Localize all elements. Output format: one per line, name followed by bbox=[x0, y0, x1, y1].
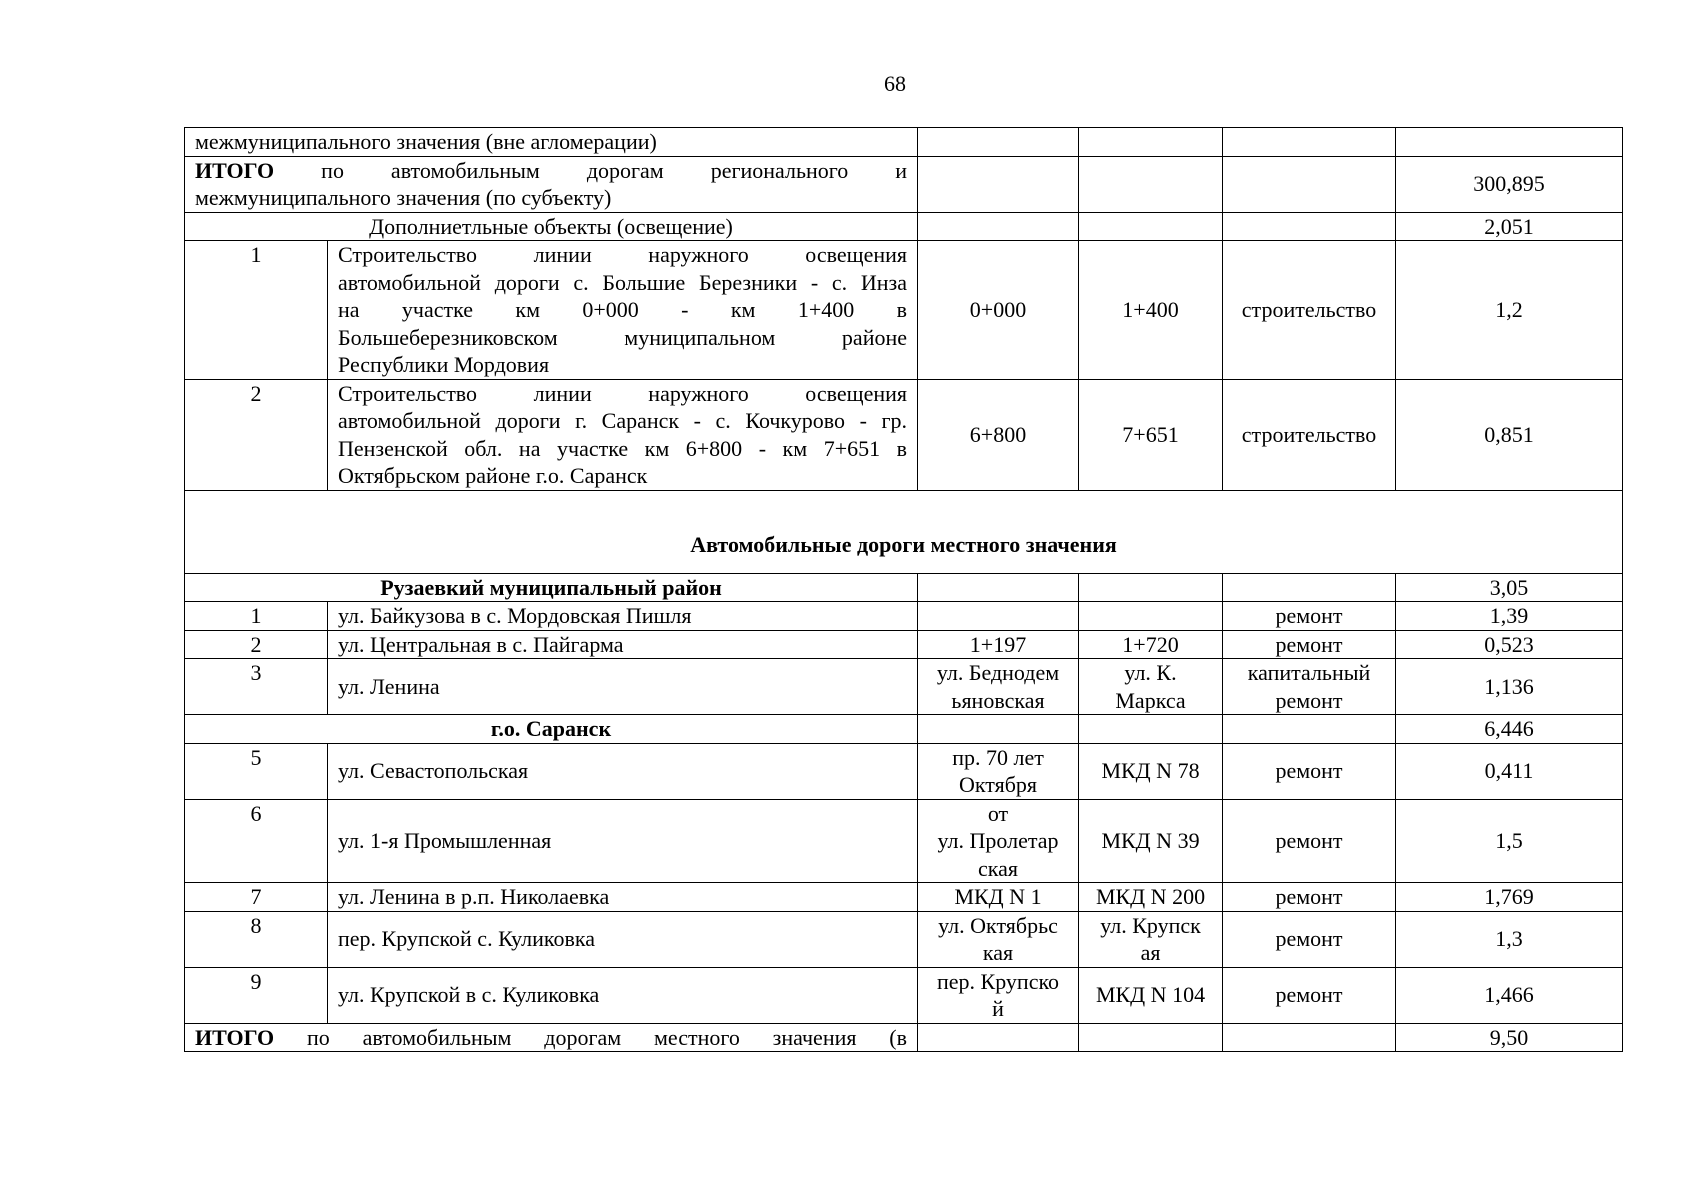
table-row bbox=[185, 1023, 1623, 1052]
total-value: 0,411 bbox=[1396, 743, 1623, 799]
table-row bbox=[185, 715, 1623, 744]
table-row bbox=[185, 659, 1623, 715]
row-number: 5 bbox=[185, 743, 328, 799]
table-row bbox=[185, 128, 1623, 157]
roads-table bbox=[184, 127, 1623, 1052]
end-point: ул. Крупск ая bbox=[1079, 911, 1223, 967]
section-label: Дополниетльные объекты (освещение) bbox=[185, 212, 918, 241]
work-type: ремонт bbox=[1223, 743, 1396, 799]
row-number: 1 bbox=[185, 602, 328, 631]
total-value: 6,446 bbox=[1396, 715, 1623, 744]
row-number: 8 bbox=[185, 911, 328, 967]
row-number: 3 bbox=[185, 659, 328, 715]
start-point: от ул. Пролетар ская bbox=[918, 799, 1079, 883]
object-name: Строительство линии наружного освещения автомобильной дороги г. Саранск - с. Кочкурово - гр. Пензенской обл. на участке км 6+800 - км 7+651 в Октябрьском районе г.о. Саранск bbox=[328, 379, 918, 490]
row-label: ИТОГО по автомобильным дорогам местного значения (в bbox=[185, 1023, 918, 1052]
total-value: 9,50 bbox=[1396, 1023, 1623, 1052]
start-point: 1+197 bbox=[918, 630, 1079, 659]
work-type: ремонт bbox=[1223, 602, 1396, 631]
work-type: строительство bbox=[1223, 379, 1396, 490]
start-point: 6+800 bbox=[918, 379, 1079, 490]
end-point: МКД N 104 bbox=[1079, 967, 1223, 1023]
total-value: 1,3 bbox=[1396, 911, 1623, 967]
total-value: 1,39 bbox=[1396, 602, 1623, 631]
row-label: межмуниципального значения (вне агломерации) bbox=[185, 128, 918, 157]
work-type: ремонт bbox=[1223, 799, 1396, 883]
start-point: 0+000 bbox=[918, 241, 1079, 380]
object-name: ул. Байкузова в с. Мордовская Пишля bbox=[328, 602, 918, 631]
total-value: 1,2 bbox=[1396, 241, 1623, 380]
section-label: Рузаевкий муниципальный район bbox=[185, 573, 918, 602]
row-number: 2 bbox=[185, 630, 328, 659]
row-number: 6 bbox=[185, 799, 328, 883]
row-label: ИТОГО по автомобильным дорогам регионального и межмуниципального значения (по субъекту) bbox=[185, 156, 918, 212]
table-row bbox=[185, 212, 1623, 241]
end-point: МКД N 78 bbox=[1079, 743, 1223, 799]
work-type: строительство bbox=[1223, 241, 1396, 380]
start-point: МКД N 1 bbox=[918, 883, 1079, 912]
total-value: 1,5 bbox=[1396, 799, 1623, 883]
total-value: 1,769 bbox=[1396, 883, 1623, 912]
table-row bbox=[185, 573, 1623, 602]
table-row bbox=[185, 630, 1623, 659]
total-value: 0,523 bbox=[1396, 630, 1623, 659]
total-value: 300,895 bbox=[1396, 156, 1623, 212]
row-number: 1 bbox=[185, 241, 328, 380]
object-name: ул. Ленина в р.п. Николаевка bbox=[328, 883, 918, 912]
work-type: ремонт bbox=[1223, 967, 1396, 1023]
object-name: ул. Крупской в с. Куликовка bbox=[328, 967, 918, 1023]
total-value: 0,851 bbox=[1396, 379, 1623, 490]
object-name: пер. Крупской с. Куликовка bbox=[328, 911, 918, 967]
start-point: пр. 70 лет Октября bbox=[918, 743, 1079, 799]
total-value: 3,05 bbox=[1396, 573, 1623, 602]
table-row bbox=[185, 799, 1623, 883]
row-number: 7 bbox=[185, 883, 328, 912]
end-point: 7+651 bbox=[1079, 379, 1223, 490]
table-row bbox=[185, 911, 1623, 967]
end-point: МКД N 200 bbox=[1079, 883, 1223, 912]
section-heading: Автомобильные дороги местного значения bbox=[185, 490, 1623, 573]
row-number: 9 bbox=[185, 967, 328, 1023]
end-point: ул. К. Маркса bbox=[1079, 659, 1223, 715]
object-name: ул. Ленина bbox=[328, 659, 918, 715]
total-label: ИТОГО bbox=[195, 1024, 275, 1050]
table-row bbox=[185, 156, 1623, 212]
end-point: 1+400 bbox=[1079, 241, 1223, 380]
total-value: 2,051 bbox=[1396, 212, 1623, 241]
work-type: ремонт bbox=[1223, 630, 1396, 659]
start-point: пер. Крупско й bbox=[918, 967, 1079, 1023]
row-number: 2 bbox=[185, 379, 328, 490]
table-row bbox=[185, 743, 1623, 799]
page-number: 68 bbox=[884, 71, 906, 96]
total-value: 1,466 bbox=[1396, 967, 1623, 1023]
table-row bbox=[185, 883, 1623, 912]
work-type: капитальный ремонт bbox=[1223, 659, 1396, 715]
start-point: ул. Беднодем ьяновская bbox=[918, 659, 1079, 715]
work-type: ремонт bbox=[1223, 883, 1396, 912]
object-name: ул. Центральная в с. Пайгарма bbox=[328, 630, 918, 659]
end-point: МКД N 39 bbox=[1079, 799, 1223, 883]
start-point: ул. Октябрьс кая bbox=[918, 911, 1079, 967]
table-row bbox=[185, 379, 1623, 490]
work-type: ремонт bbox=[1223, 911, 1396, 967]
object-name: Строительство линии наружного освещения автомобильной дороги с. Большие Березники - с. Инза на участке км 0+000 - км 1+400 в Большеберезниковском муниципальном районе Республики Мордовия bbox=[328, 241, 918, 380]
end-point bbox=[1079, 602, 1223, 631]
end-point: 1+720 bbox=[1079, 630, 1223, 659]
table-row bbox=[185, 967, 1623, 1023]
section-label: г.о. Саранск bbox=[185, 715, 918, 744]
table-row bbox=[185, 241, 1623, 380]
object-name: ул. Севастопольская bbox=[328, 743, 918, 799]
table-row bbox=[185, 602, 1623, 631]
table-row bbox=[185, 490, 1623, 573]
start-point bbox=[918, 602, 1079, 631]
total-value: 1,136 bbox=[1396, 659, 1623, 715]
object-name: ул. 1-я Промышленная bbox=[328, 799, 918, 883]
total-label: ИТОГО bbox=[195, 157, 275, 183]
